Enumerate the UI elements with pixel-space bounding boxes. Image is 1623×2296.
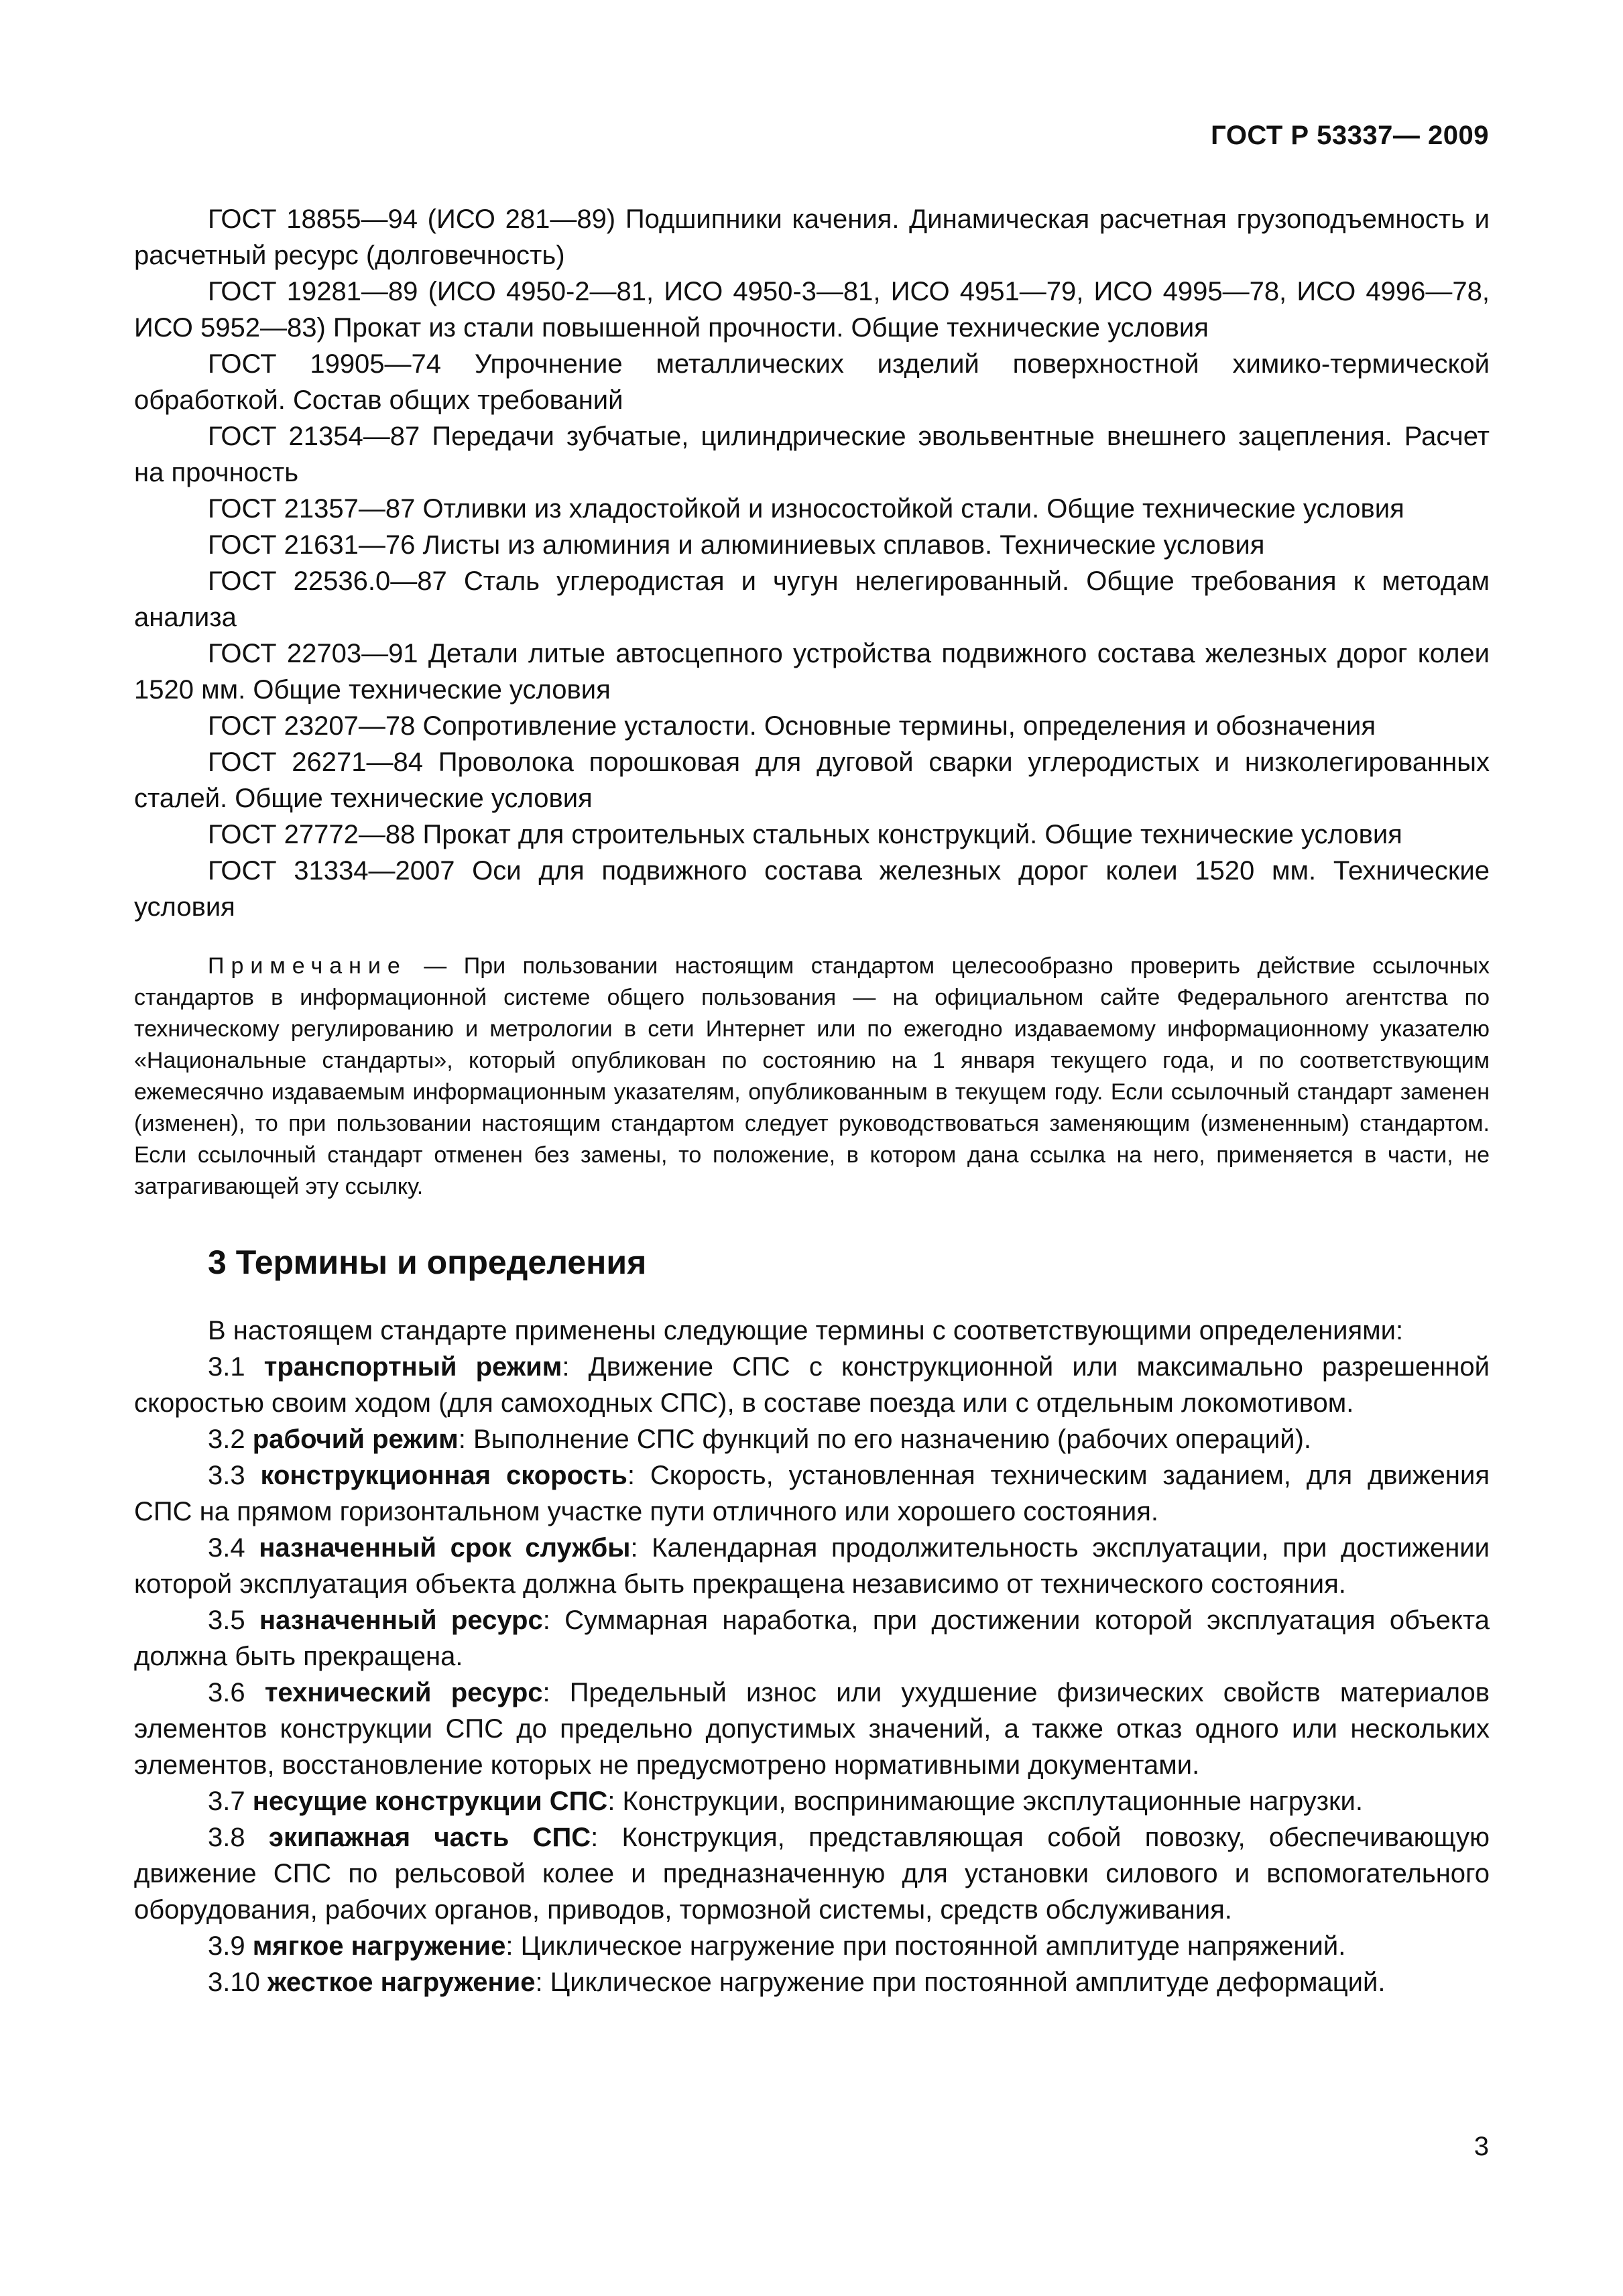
term-text: : Конструкция, представляющая собой повозку, обеспечивающую движение СПС по рельсовой колее и предназначенную для установки силового и вспомогательного оборудования, рабочих органов, приводов, тормозной системы, средств обслуживания. <box>134 1823 1490 1925</box>
term-name: транспортный режим <box>263 1352 562 1382</box>
term-text: : Выполнение СПС функций по его назначению (рабочих операций). <box>458 1425 1312 1454</box>
term-definition <box>134 1783 1490 1819</box>
term-definition <box>134 1964 1490 2000</box>
reference-item: ГОСТ 31334—2007 Оси для подвижного состава железных дорог колеи 1520 мм. Технические условия <box>134 856 1490 922</box>
section-intro: В настоящем стандарте применены следующие термины с соответствующими определениями: <box>208 1316 1404 1345</box>
term-name: рабочий режим <box>252 1425 459 1454</box>
reference-item: ГОСТ 21354—87 Передачи зубчатые, цилиндрические эвольвентные внешнего зацепления. Расчет на прочность <box>134 422 1490 487</box>
term-text: : Движение СПС с конструкционной или максимально разрешенной скоростью своим ходом (для самоходных СПС), в составе поезда или с отдельным локомотивом. <box>134 1352 1490 1418</box>
page-number: 3 <box>1474 2132 1489 2161</box>
section-heading: 3 Термины и определения <box>208 1244 647 1281</box>
term-definition <box>134 1602 1490 1675</box>
term-number: 3.5 <box>208 1606 245 1635</box>
term-name: назначенный срок службы <box>259 1533 631 1563</box>
term-text: : Циклическое нагружение при постоянной амплитуде деформаций. <box>535 1968 1386 1997</box>
document-code: ГОСТ Р 53337— 2009 <box>1211 121 1489 150</box>
reference-item: ГОСТ 18855—94 (ИСО 281—89) Подшипники качения. Динамическая расчетная грузоподъемность и расчетный ресурс (долговечность) <box>134 204 1490 270</box>
note-paragraph <box>134 951 1490 1203</box>
term-text: : Календарная продолжительность эксплуатации, при достижении которой эксплуатация объекта должна быть прекращена независимо от технического состояния. <box>134 1533 1490 1599</box>
reference-item: ГОСТ 27772—88 Прокат для строительных стальных конструкций. Общие технические условия <box>208 820 1402 849</box>
term-definition <box>134 1457 1490 1530</box>
term-definition <box>134 1675 1490 1783</box>
references-list <box>134 201 1490 925</box>
term-number: 3.2 <box>208 1425 245 1454</box>
reference-item: ГОСТ 21631—76 Листы из алюминия и алюминиевых сплавов. Технические условия <box>208 530 1265 560</box>
term-number: 3.10 <box>208 1968 260 1997</box>
term-number: 3.8 <box>208 1823 245 1852</box>
reference-item: ГОСТ 19281—89 (ИСО 4950-2—81, ИСО 4950-3—81, ИСО 4951—79, ИСО 4995—78, ИСО 4996—78, ИСО 5952—83) Прокат из стали повышенной прочности. Общие технические условия <box>134 277 1490 343</box>
reference-item: ГОСТ 22536.0—87 Сталь углеродистая и чугун нелегированный. Общие требования к методам анализа <box>134 566 1490 632</box>
term-name: конструкционная скорость <box>260 1461 627 1490</box>
term-name: назначенный ресурс <box>259 1606 543 1635</box>
term-name: жесткое нагружение <box>267 1968 536 1997</box>
reference-item: ГОСТ 22703—91 Детали литые автосцепного устройства подвижного состава железных дорог колеи 1520 мм. Общие технические условия <box>134 639 1490 705</box>
reference-item: ГОСТ 23207—78 Сопротивление усталости. Основные термины, определения и обозначения <box>208 711 1376 741</box>
term-number: 3.6 <box>208 1678 245 1707</box>
reference-item: ГОСТ 19905—74 Упрочнение металлических изделий поверхностной химико-термической обработкой. Состав общих требований <box>134 349 1490 415</box>
note-text: — При пользовании настоящим стандартом целесообразно проверить действие ссылочных стандартов в информационной системе общего пользования — на официальном сайте Федерального агентства по техническому регулированию и метрологии в сети Интернет или по ежегодно издаваемому информационному указателю «Национальные стандарты», который опубликован по состоянию на 1 января текущего года, и по соответствующим ежемесячно издаваемым информационным указателям, опубликованным в текущем году. Если ссылочный стандарт заменен (изменен), то при пользовании настоящим стандартом следует руководствоваться заменяющим (измененным) стандартом. Если ссылочный стандарт отменен без замены, то положение, в котором дана ссылка на него, применяется в части, не затрагивающей эту ссылку. <box>134 953 1490 1199</box>
term-text: : Суммарная наработка, при достижении которой эксплуатация объекта должна быть прекращена. <box>134 1606 1490 1671</box>
term-number: 3.4 <box>208 1533 245 1563</box>
term-definition <box>134 1819 1490 1928</box>
term-definition <box>134 1928 1490 1964</box>
reference-item: ГОСТ 21357—87 Отливки из хладостойкой и износостойкой стали. Общие технические условия <box>208 494 1404 524</box>
term-text: : Скорость, установленная техническим заданием, для движения СПС на прямом горизонтальном участке пути отличного или хорошего состояния. <box>134 1461 1490 1526</box>
term-name: экипажная часть СПС <box>268 1823 591 1852</box>
term-definition <box>134 1349 1490 1421</box>
term-number: 3.3 <box>208 1461 245 1490</box>
reference-item: ГОСТ 26271—84 Проволока порошковая для дуговой сварки углеродистых и низколегированных сталей. Общие технические условия <box>134 747 1490 813</box>
term-number: 3.7 <box>208 1787 245 1816</box>
term-text: : Конструкции, воспринимающие эксплутационные нагрузки. <box>607 1787 1363 1816</box>
term-definition <box>134 1530 1490 1602</box>
term-number: 3.9 <box>208 1931 245 1961</box>
document-body <box>134 201 1490 2000</box>
note-label: Примечание <box>208 953 407 979</box>
term-number: 3.1 <box>208 1352 245 1382</box>
term-name: несущие конструкции СПС <box>252 1787 608 1816</box>
term-name: мягкое нагружение <box>252 1931 506 1961</box>
term-text: : Предельный износ или ухудшение физических свойств материалов элементов конструкции СПС до предельно допустимых значений, а также отказ одного или нескольких элементов, восстановление которых не предусмотрено нормативными документами. <box>134 1678 1490 1780</box>
term-name: технический ресурс <box>264 1678 543 1707</box>
term-definition <box>134 1421 1490 1457</box>
term-text: : Циклическое нагружение при постоянной амплитуде напряжений. <box>505 1931 1346 1961</box>
